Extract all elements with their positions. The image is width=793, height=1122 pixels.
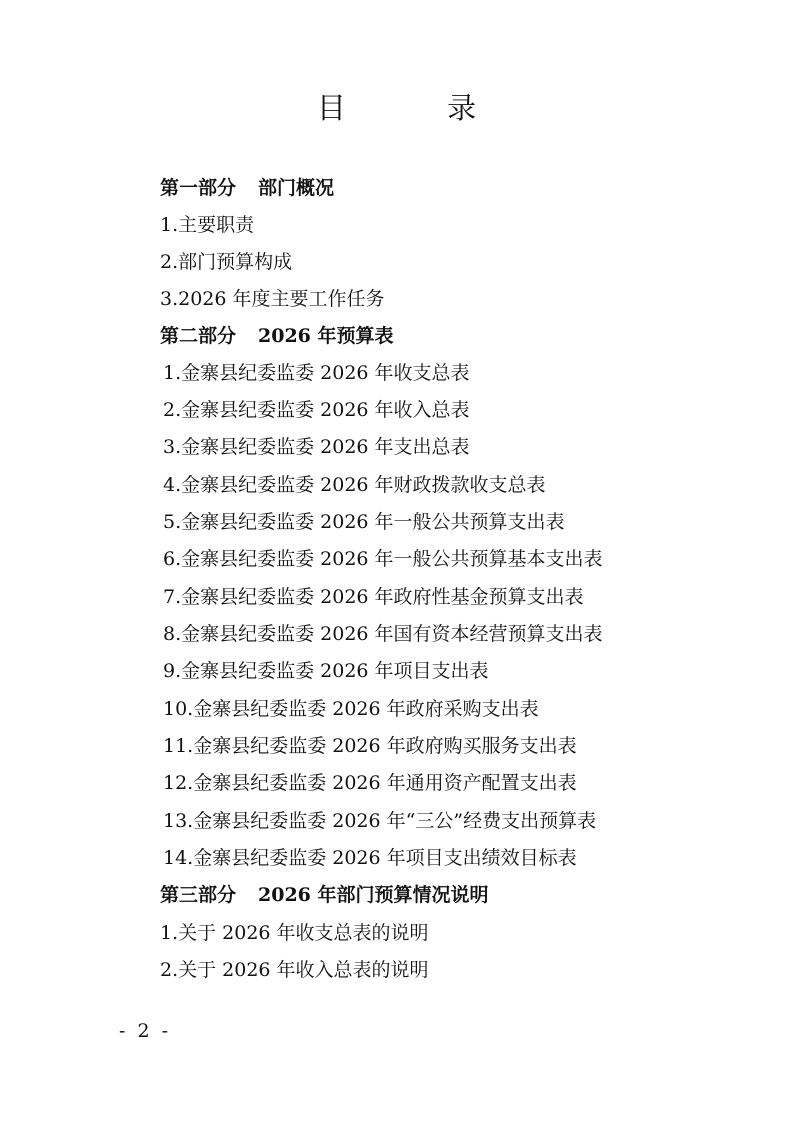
toc-item[interactable]: 3.2026 年度主要工作任务 <box>160 288 385 310</box>
toc-item[interactable]: 4.金寨县纪委监委 2026 年财政拨款收支总表 <box>163 474 546 496</box>
toc-item[interactable]: 13.金寨县纪委监委 2026 年“三公”经费支出预算表 <box>163 810 597 832</box>
toc-item[interactable]: 1.金寨县纪委监委 2026 年收支总表 <box>163 362 470 384</box>
section-part-label: 第一部分 <box>160 177 237 199</box>
section-name: 2026 年部门预算情况说明 <box>258 884 489 906</box>
toc-item[interactable]: 11.金寨县纪委监委 2026 年政府购买服务支出表 <box>163 735 577 757</box>
section-heading-2[interactable] <box>160 318 394 355</box>
toc-item[interactable]: 1.关于 2026 年收支总表的说明 <box>160 922 429 944</box>
toc-item[interactable]: 12.金寨县纪委监委 2026 年通用资产配置支出表 <box>163 772 577 794</box>
section-name: 部门概况 <box>258 177 335 199</box>
section-part-label: 第三部分 <box>160 884 237 906</box>
section-heading-3[interactable] <box>160 877 489 914</box>
toc-item[interactable]: 8.金寨县纪委监委 2026 年国有资本经营预算支出表 <box>163 623 603 645</box>
page-title: 目 录 <box>316 91 523 125</box>
section-heading-1[interactable] <box>160 170 334 207</box>
toc-item[interactable]: 1.主要职责 <box>160 214 255 236</box>
section-name: 2026 年预算表 <box>258 325 394 347</box>
toc-item[interactable]: 2.金寨县纪委监委 2026 年收入总表 <box>163 399 470 421</box>
toc-item[interactable]: 14.金寨县纪委监委 2026 年项目支出绩效目标表 <box>163 847 577 869</box>
toc-item[interactable]: 5.金寨县纪委监委 2026 年一般公共预算支出表 <box>163 511 565 533</box>
toc-item[interactable]: 2.部门预算构成 <box>160 251 293 273</box>
page-number: - 2 - <box>119 1020 172 1042</box>
toc-item[interactable]: 7.金寨县纪委监委 2026 年政府性基金预算支出表 <box>163 586 584 608</box>
toc-item[interactable]: 9.金寨县纪委监委 2026 年项目支出表 <box>163 660 489 682</box>
toc-item[interactable]: 3.金寨县纪委监委 2026 年支出总表 <box>163 436 470 458</box>
toc-item[interactable]: 10.金寨县纪委监委 2026 年政府采购支出表 <box>163 698 539 720</box>
toc-item[interactable]: 6.金寨县纪委监委 2026 年一般公共预算基本支出表 <box>163 548 603 570</box>
section-part-label: 第二部分 <box>160 325 237 347</box>
toc-item[interactable]: 2.关于 2026 年收入总表的说明 <box>160 959 429 981</box>
